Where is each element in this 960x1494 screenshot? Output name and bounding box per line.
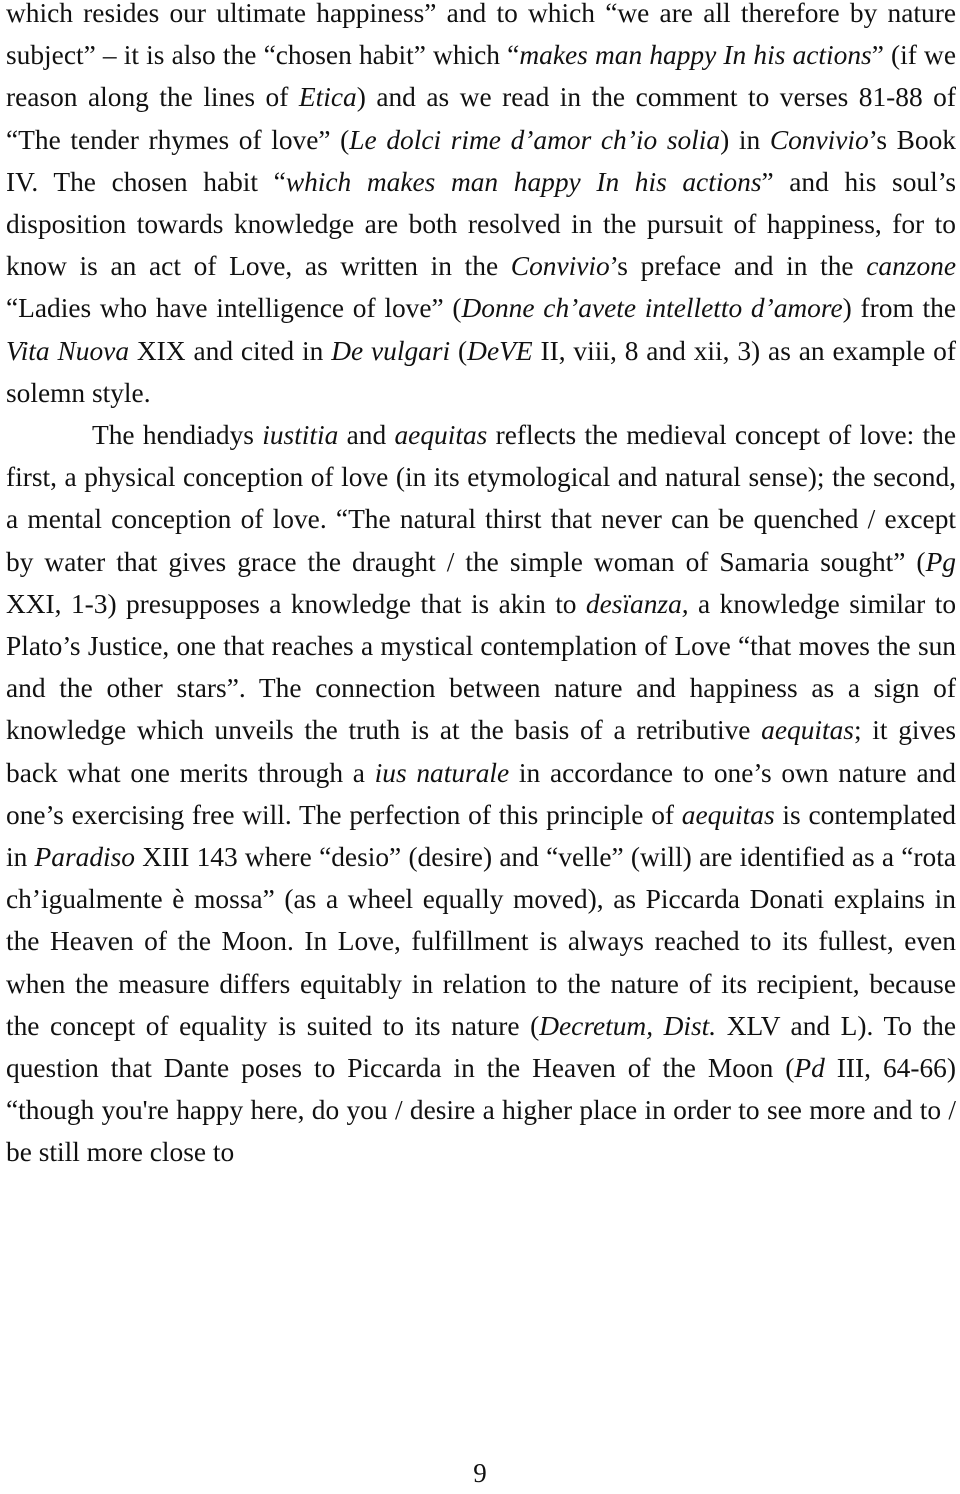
italic-text-run: Vita Nuova [6,335,130,366]
text-run: ) and as we read in the comment to verses 81-88 of “The tender rhymes of love” ( [6,82,956,155]
italic-text-run: aequitas [394,420,488,451]
paragraph [6,0,956,414]
italic-text-run: De vulgari [331,335,451,366]
italic-text-run: makes man happy In his actions [519,40,872,71]
italic-text-run: Pd [794,1053,825,1084]
italic-text-run: Donne ch’avete intelletto d’amore [461,293,843,324]
italic-text-run: aequitas [681,799,775,830]
text-run: ( [450,335,468,366]
text-run: ” (if we reason along the lines of [6,40,956,113]
text-run: The hendiadys [92,420,263,451]
text-run: reflects the medieval concept of love: the first, a physical conception of love (in its etymological and natural sense); the second, a mental conception of love. “The natural thirst that never can be quenched / except by water that gives grace the draught / the simple woman of Samaria sought” ( [6,420,957,577]
text-run: is contemplated in [6,799,956,873]
italic-text-run: ius naturale [374,757,510,788]
text-run: XIX and cited in [129,335,332,366]
text-run: a knowledge similar to Plato’s Justice, one that reaches a mystical contemplation of Love “that moves the sun and the other stars”. The connection between nature and happiness as a sign of knowledge which unveils the truth is at the basis of a retributive [6,588,957,746]
italic-text-run: Paradiso [34,842,135,873]
italic-text-run: Convivio [510,251,610,282]
italic-text-run: canzone [866,251,956,282]
text-run: II, viii, 8 and xii, 3) as an example of solemn style. [6,335,956,408]
text-run: in accordance to one’s own nature and one’s exercising free will. The perfection of this principle of [6,757,956,830]
text-run: and [338,420,395,451]
italic-text-run: Etica [298,82,357,113]
text-run: ’s Book IV. The chosen habit “ [6,124,956,197]
italic-text-run: which makes man happy In his actions [285,166,762,197]
text-run: III, 64-66) “though you're happy here, do you / desire a higher place in order to see more and to / be still more close to [6,1053,956,1168]
body-text [6,0,956,1174]
italic-text-run: aequitas [761,715,854,746]
italic-text-run: desïanza, [585,588,689,619]
text-run: ” and his soul’s disposition towards knowledge are both resolved in the pursuit of happiness, for to know is an act of Love, as written in the [6,166,956,282]
paragraph [6,414,956,1174]
italic-text-run: iustitia [262,420,339,451]
italic-text-run: Decretum, Dist. [539,1010,717,1041]
text-run: XXI, 1-3) presupposes a knowledge that is akin to [6,588,586,619]
italic-text-run: Convivio [769,124,869,155]
text-run: XIII 143 where “desio” (desire) and “velle” (will) are identified as a “rota ch’igualmente è mossa” (as a wheel equally moved), as Piccarda Donati explains in the Heaven of the Moon. In Love, fulfillment is always reached to its fullest, even when the measure differs equitably in relation to the nature of its recipient, because the concept of equality is suited to its nature ( [6,842,957,1041]
italic-text-run: Le dolci rime d’amor ch’io solia [349,124,721,155]
text-run: ) in [720,124,770,155]
italic-text-run: DeVE [467,335,533,366]
text-run: which resides our ultimate happiness” and to which “we are all therefore by nature subject” – it is also the “chosen habit” which “ [6,0,956,71]
text-run: ’s preface and in the [609,251,867,282]
page-number: 9 [473,1458,487,1488]
text-run: XLV and L). To the question that Dante poses to Piccarda in the Heaven of the Moon ( [6,1010,956,1084]
italic-text-run: Pg [925,546,956,577]
text-run: ) from the [842,293,956,324]
text-run: ; it gives back what one merits through a [6,715,957,788]
text-run: “Ladies who have intelligence of love” ( [6,293,462,324]
